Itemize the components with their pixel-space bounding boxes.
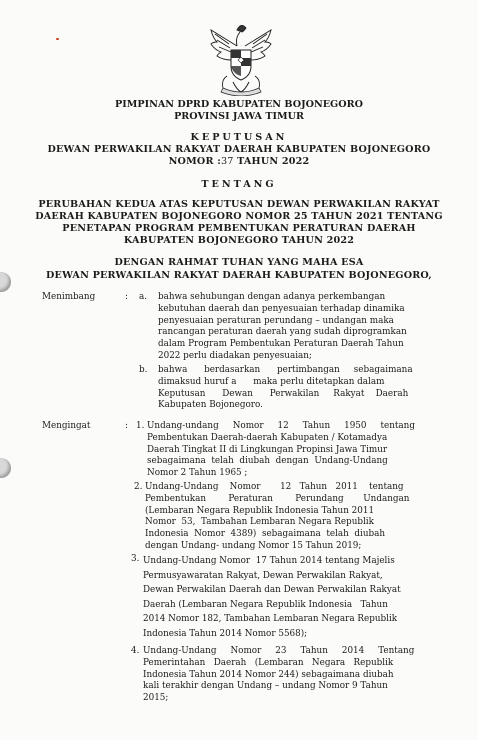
menimbang-item-a-mark: a.	[139, 292, 148, 302]
mengingat-item-2-mark: 2.	[134, 482, 143, 492]
text-line: bahwa sehubungan dengan adanya perkembangan	[158, 292, 386, 302]
text-line: dengan Undang- undang Nomor 15 Tahun 2019;	[145, 540, 362, 551]
text-line: Nomor 2 Tahun 1965 ;	[147, 468, 248, 479]
text-line: dalam Program Pembentukan Peraturan Daerah Tahun	[158, 339, 404, 350]
preamble-line-1: DENGAN RAHMAT TUHAN YANG MAHA ESA	[114, 257, 364, 268]
preamble-line-2: DEWAN PERWAKILAN RAKYAT DAERAH KABUPATEN BOJONEGORO,	[46, 270, 432, 281]
text-line: Undang-Undang Nomor 17 Tahun 2014 tentang Majelis	[143, 556, 395, 566]
text-line: dimaksud huruf a maka perlu ditetapkan dalam	[158, 376, 385, 387]
text-line: Pembentukan Daerah-daerah Kabupaten / Kotamadya	[147, 432, 388, 443]
issuer-line-1: PIMPINAN DPRD KABUPATEN BOJONEGORO	[115, 99, 363, 110]
text-line: kebutuhan daerah dan penyesuaian terhadap dinamika	[158, 303, 405, 314]
decree-number: 37	[220, 156, 234, 167]
menimbang-label: Menimbang	[42, 292, 96, 302]
mengingat-item-3	[143, 554, 435, 641]
subject-line-4: KABUPATEN BOJONEGORO TAHUN 2022	[123, 235, 355, 246]
mengingat-label: Mengingat	[42, 421, 91, 431]
text-line: Pembentukan Peraturan Perundang Undangan	[145, 493, 410, 504]
punch-hole-bottom	[0, 458, 11, 478]
decree-label: KEPUTUSAN	[190, 132, 288, 143]
text-line: Nomor 53, Tambahan Lembaran Negara Republik	[145, 517, 374, 528]
ink-dot	[56, 38, 59, 40]
text-line: Undang-Undang Nomor 23 Tahun 2014 Tentang	[143, 646, 415, 656]
text-line: Indonesia Tahun 2014 Nomor 244) sebagaimana diubah	[143, 669, 394, 680]
text-line: rancangan peraturan daerah yang sudah diprogramkan	[158, 327, 407, 338]
subject-line-2: DAERAH KABUPATEN BOJONEGORO NOMOR 25 TAHUN 2021 TENTANG	[35, 211, 443, 222]
text-line: Daerah (Lembaran Negara Republik Indonesia Tahun	[143, 599, 388, 610]
text-line: sebagaimana telah diubah dengan Undang-Undang	[147, 456, 388, 467]
text-line: Indonesia Nomor 4389) sebagaimana telah diubah	[145, 529, 386, 540]
text-line: Daerah Tingkat II di Lingkungan Propinsi Jawa Timur	[147, 444, 388, 455]
mengingat-item-1-mark: 1.	[136, 421, 145, 431]
text-line: Undang-Undang Nomor 12 Tahun 2011 tentang	[145, 482, 404, 492]
issuer-line-2: PROVINSI JAWA TIMUR	[174, 111, 304, 122]
text-line: Indonesia Tahun 2014 Nomor 5568);	[143, 628, 308, 639]
decree-number-prefix: NOMOR :	[168, 156, 221, 167]
decree-year: TAHUN 2022	[237, 156, 310, 167]
text-line: (Lembaran Negara Republik Indonesia Tahun 2011	[145, 505, 375, 516]
menimbang-item-b-mark: b.	[139, 365, 148, 375]
text-line: Keputusan Dewan Perwakilan Rakyat Daerah	[158, 388, 409, 399]
text-line: 2015;	[143, 693, 169, 704]
decree-body-line: DEWAN PERWAKILAN RAKYAT DAERAH KABUPATEN BOJONEGORO	[47, 144, 431, 155]
subject-label: TENTANG	[201, 179, 277, 190]
mengingat-item-4-mark: 4.	[131, 646, 140, 656]
garuda-emblem-icon	[207, 20, 275, 96]
mengingat-item-4	[143, 646, 435, 705]
decree-number-line	[0, 155, 478, 168]
text-line: Pemerintahan Daerah (Lembaran Negara Republik	[143, 657, 394, 668]
mengingat-colon: :	[125, 421, 128, 431]
text-line: kali terakhir dengan Undang – undang Nomor 9 Tahun	[143, 681, 388, 692]
mengingat-item-2	[145, 482, 435, 553]
text-line: Dewan Perwakilan Daerah dan Dewan Perwakilan Rakyat	[143, 585, 401, 595]
text-line: bahwa berdasarkan pertimbangan sebagaimana	[158, 365, 413, 375]
text-line: Permusyawaratan Rakyat, Dewan Perwakilan Rakyat,	[143, 570, 383, 581]
text-line: penyesuaian peraturan perundang – undangan maka	[158, 315, 394, 326]
menimbang-item-b	[158, 365, 434, 412]
text-line: 2014 Nomor 182, Tambahan Lembaran Negara Republik	[143, 614, 398, 624]
menimbang-colon: :	[125, 292, 128, 302]
subject-line-3: PENETAPAN PROGRAM PEMBENTUKAN PERATURAN DAERAH	[62, 223, 416, 234]
text-line: Kabupaten Bojonegoro.	[158, 400, 263, 411]
text-line: 2022 perlu diadakan penyesuaian;	[158, 350, 312, 361]
menimbang-item-a	[158, 292, 434, 363]
mengingat-item-3-mark: 3.	[131, 554, 140, 564]
text-line: Undang-undang Nomor 12 Tahun 1950 tentang	[147, 421, 415, 431]
subject-line-1: PERUBAHAN KEDUA ATAS KEPUTUSAN DEWAN PERWAKILAN RAKYAT	[38, 199, 440, 210]
mengingat-item-1	[147, 421, 435, 480]
